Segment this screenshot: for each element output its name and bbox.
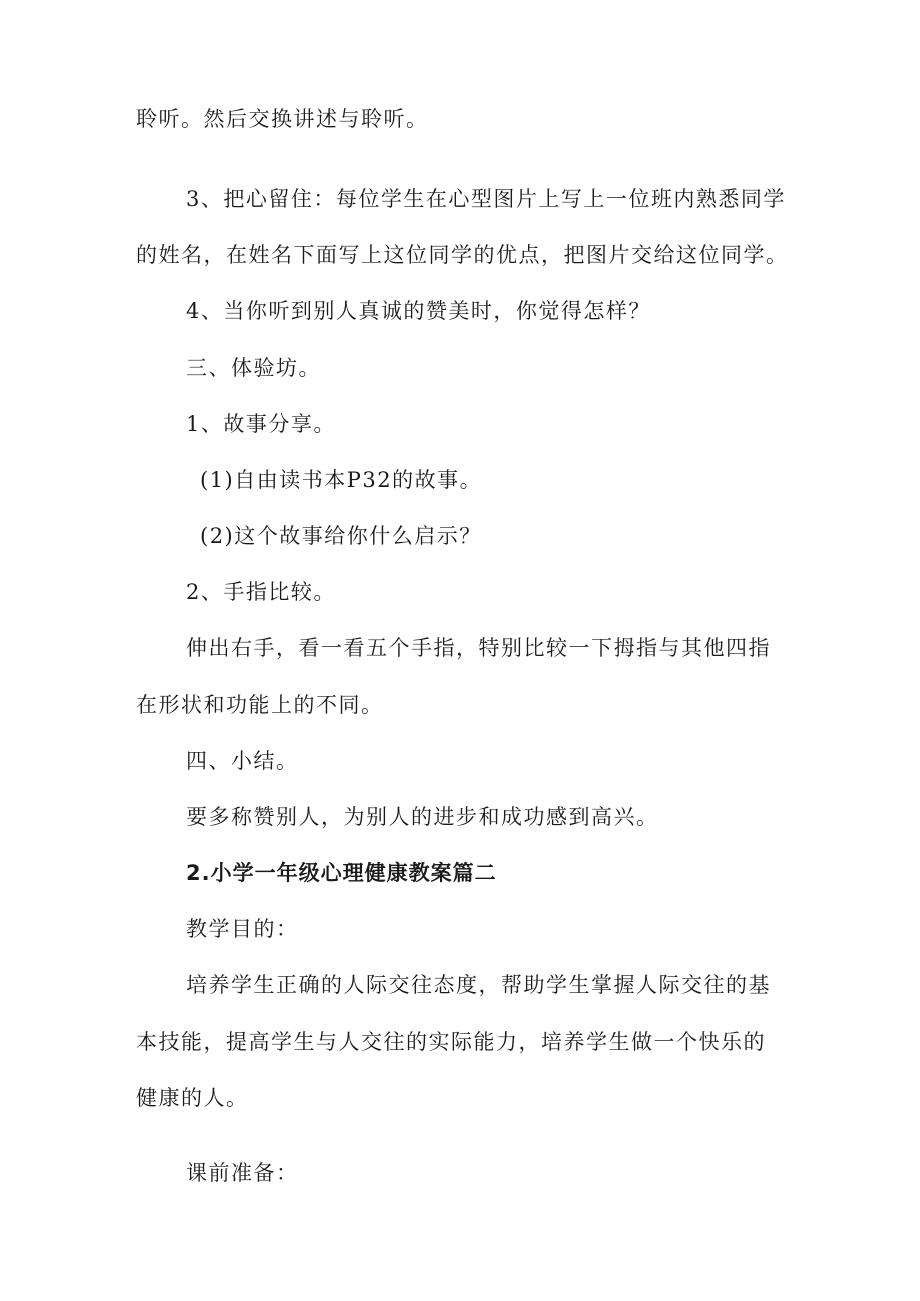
paragraph-line: 4、当你听到别人真诚的赞美时，你觉得怎样？ (186, 299, 651, 323)
paragraph-line: 培养学生正确的人际交往态度，帮助学生掌握人际交往的基 (186, 973, 771, 997)
section-label: 教学目的： (186, 917, 299, 941)
subsection-heading: 1、故事分享。 (186, 412, 336, 436)
list-item: (2)这个故事给你什么启示？ (200, 524, 482, 548)
section-heading: 四、小结。 (186, 749, 299, 773)
subsection-heading: 2、手指比较。 (186, 580, 336, 604)
paragraph-line: 本技能，提高学生与人交往的实际能力，培养学生做一个快乐的 (136, 1030, 766, 1054)
section-heading: 三、体验坊。 (186, 356, 321, 380)
paragraph-line: 的姓名，在姓名下面写上这位同学的优点，把图片交给这位同学。 (136, 243, 789, 267)
paragraph-line: 3、把心留住：每位学生在心型图片上写上一位班内熟悉同学 (186, 187, 786, 211)
paragraph-line: 在形状和功能上的不同。 (136, 693, 384, 717)
paragraph-line: 要多称赞别人，为别人的进步和成功感到高兴。 (186, 805, 659, 829)
article-heading: 2.小学一年级心理健康教案篇二 (186, 861, 497, 885)
paragraph-line: 健康的人。 (136, 1086, 249, 1110)
list-item: (1)自由读书本P32的故事。 (200, 468, 483, 492)
section-label: 课前准备： (186, 1161, 299, 1185)
paragraph-line: 聆听。然后交换讲述与聆听。 (136, 107, 429, 131)
paragraph-line: 伸出右手，看一看五个手指，特别比较一下拇指与其他四指 (186, 636, 771, 660)
